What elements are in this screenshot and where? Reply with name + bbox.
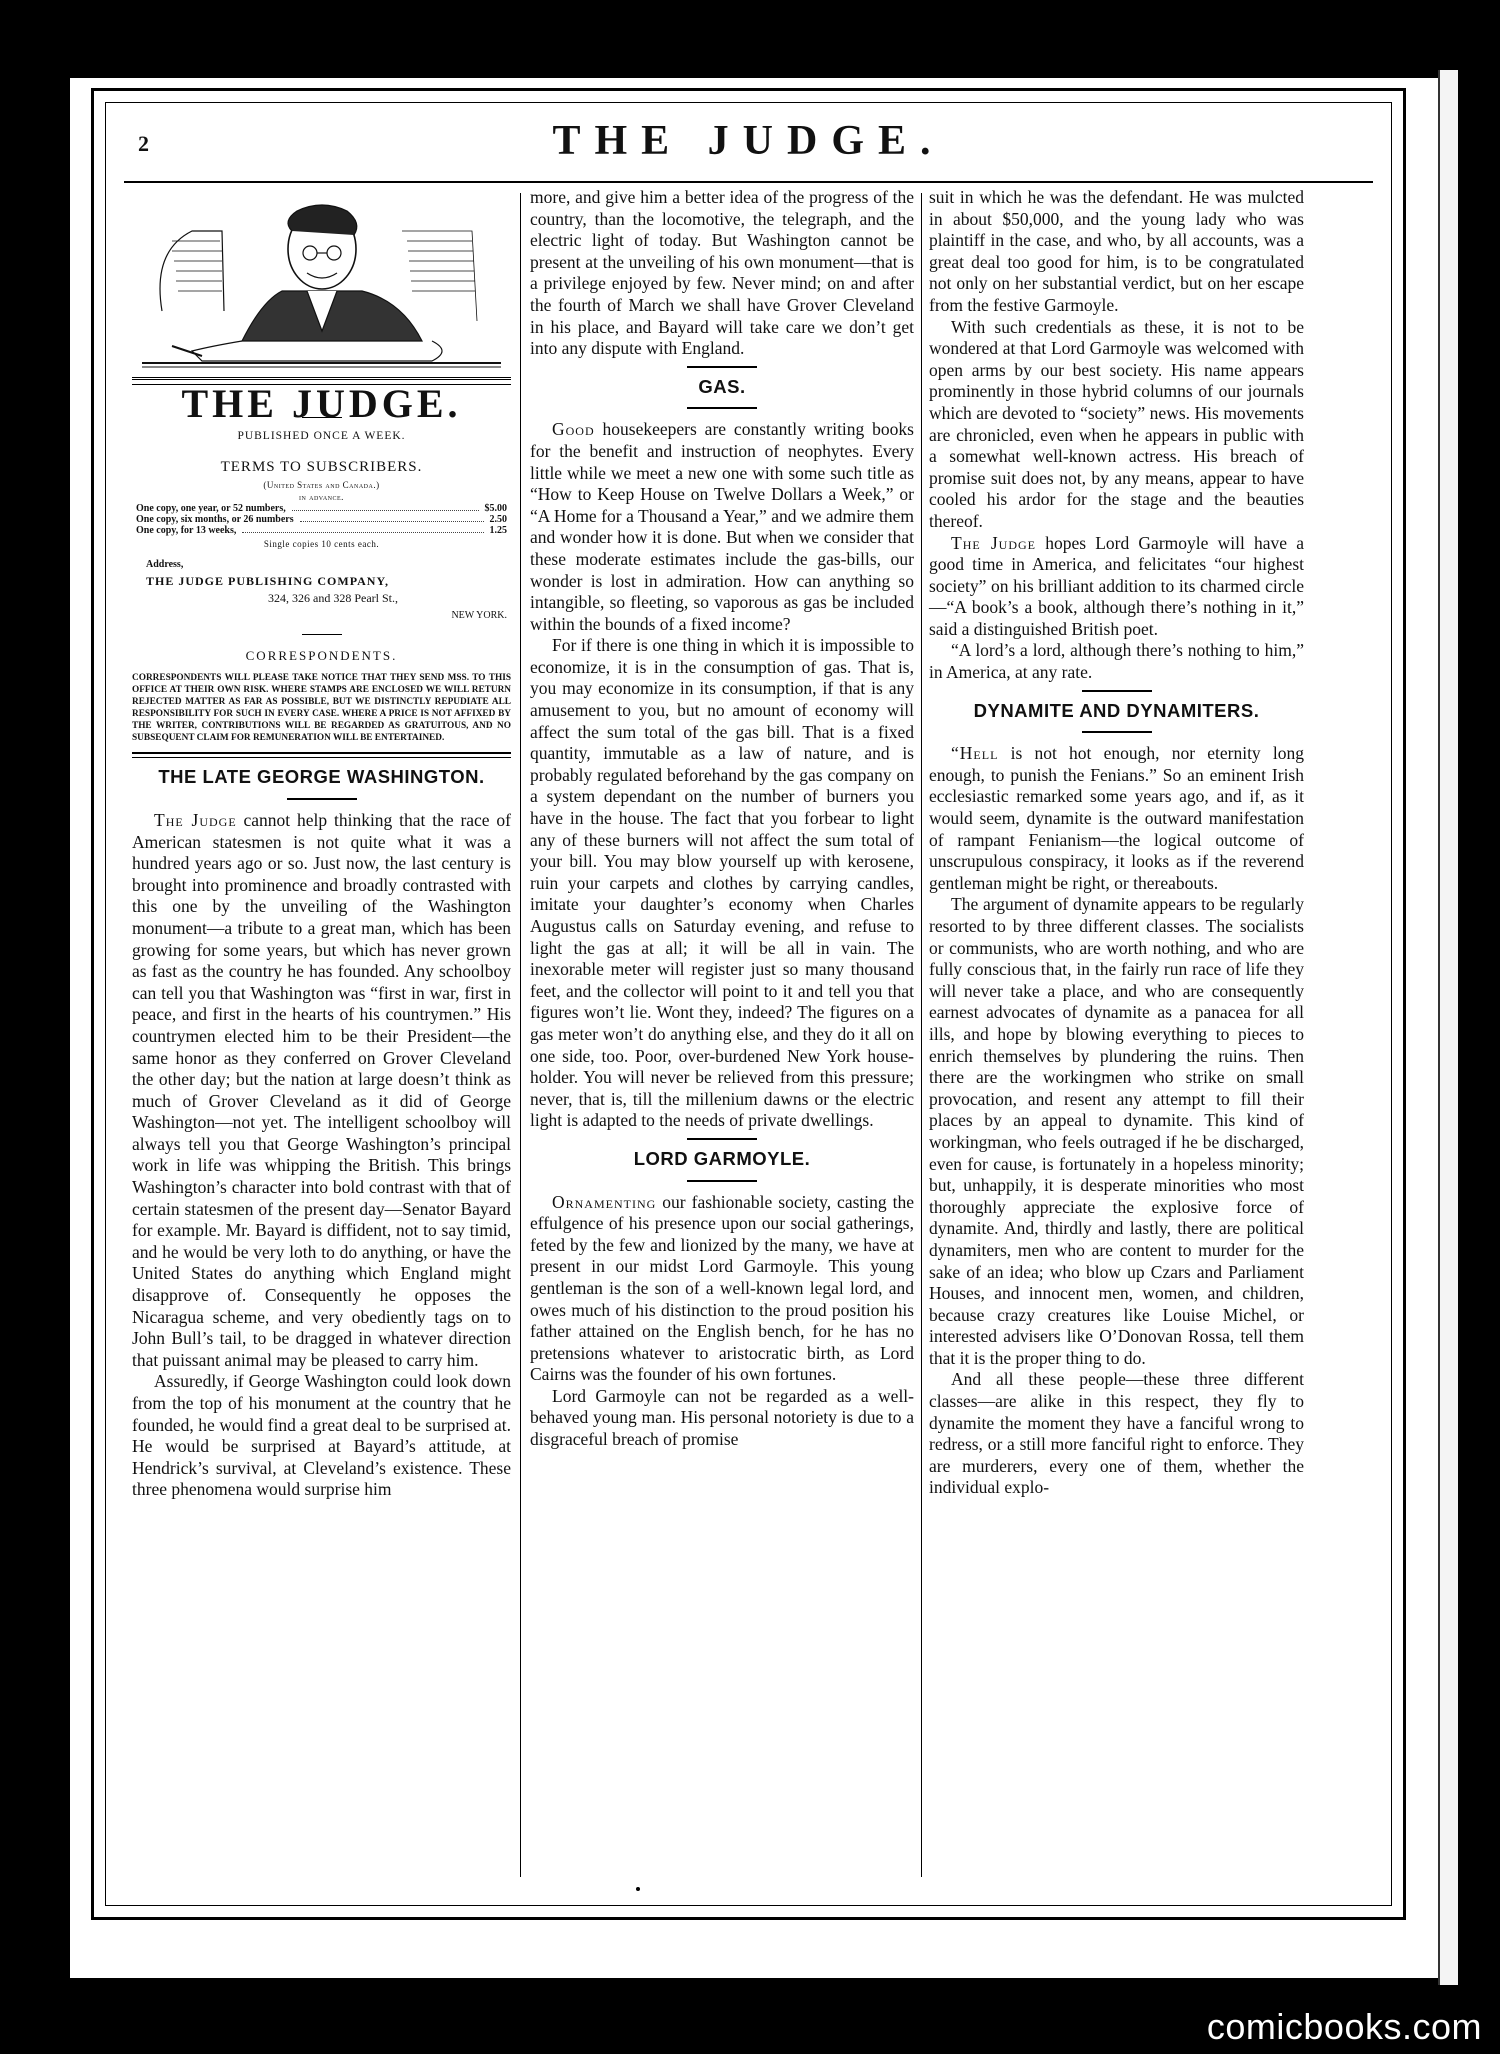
masthead-title: THE JUDGE. (181, 381, 462, 426)
article-paragraph (929, 743, 1304, 894)
article-paragraph: more, and give him a better idea of the progress of the country, than the locomotive, the telegraph, and the electric light of today. But Washington cannot be present at the unveiling of his own monument—that is a privilege enjoyed by few. Never mind; on and after the fourth of March we shall have Grover Cleveland in his place, and Bayard will take care we don’t get into any dispute with England. (530, 187, 914, 359)
article-paragraph: And all these people—these three different classes—are alike in this respect, they fly to dynamite the moment they have a fanciful wrong to redress, or a still more fanciful right to enforce. They are murderers, every one of them, whether the individual explo- (929, 1369, 1304, 1498)
article-heading: THE LATE GEORGE WASHINGTON. (158, 766, 485, 788)
paragraph-text: cannot help thinking that the race of American statesmen is not quite what it was a hundred years ago or so. Just now, the last century is brought into prominence and broadly contrasted with this one by the unveiling of the Washington monument—a tribute to a great man, which has been growing for some years, but which has never grown as fast as the country he has founded. Any schoolboy can tell you that Washington was “first in war, first in peace, and first in the hearts of his countrymen.” His countrymen elected him to be their President—the same honor as they conferred on Grover Cleveland the other day; but the nation at large doesn’t think as much of Grover Cleveland as it did of George Washington—not yet. The intelligent schoolboy will always tell you that George Washington’s principal work in life was whipping the British. This brings Washington’s character into bold contrast with that of certain statesmen of the present day—Senator Bayard for example. Mr. Bayard is diffident, not to say timid, and he would be very loth to do anything, or have the United States do anything which England might disapprove of. Consequently he opposes the Nicaragua scheme, and very obediently tags on to John Bull’s tail, to be dragged in whatever direction that puissant animal may be pleased to carry him. (132, 809, 511, 1370)
article-paragraph: With such credentials as these, it is not to be wondered at that Lord Garmoyle was welcomed with open arms by our best society. His name appears prominently in those hybrid columns of our journals which are devoted to “society” news. His movements are chronicled, even when he appears in public with a somewhat well-known actress. His breach of promise suit does not, by any means, appear to have cooled his ardor for the stage and the beauties thereof. (929, 316, 1304, 531)
divider (302, 634, 342, 635)
page-frame-inner (105, 102, 1392, 1906)
published-frequency: PUBLISHED ONCE A WEEK. (237, 429, 406, 442)
article-paragraph (530, 1192, 914, 1386)
watermark: comicbooks.com (1206, 2006, 1482, 2047)
article-paragraph: “A lord’s a lord, although there’s nothing to him,” in America, at any rate. (929, 640, 1304, 683)
publisher-name: THE JUDGE PUBLISHING COMPANY, (146, 573, 390, 588)
terms-advance: in advance. (299, 491, 344, 502)
price-row (132, 503, 511, 514)
divider (287, 798, 357, 800)
article-paragraph: For if there is one thing in which it is impossible to economize, it is in the consumption of gas. That is, you may economize in its consumption, if that is any amusement to you, but no amount of economy will affect the sum total of the gas bill. That is a fixed quantity, immutable as a law of nature, and is probably regulated beforehand by the gas company on a system dependant on the number of burners you have in the house. The fact that you forbear to light any of these burners will not affect the sum total of your bill. You may blow yourself up with kerosene, ruin your carpets and clothes by carrying candles, imitate your daughter’s economy when Charles Augustus calls on Saturday evening, and refuse to light the gas at all; it will be all in vain. The inexorable meter will register just so many thousand feet, and the collector will point to it and tell you that figures won’t lie. Wont they, indeed? The figures on a gas meter won’t do anything else, and they do it all on one side, too. Poor, over-burdened New York house-holder. You will never be relieved from this pressure; never, that is, till the millenium dawns or the electric light is adapted to the needs of private dwellings. (530, 635, 914, 1131)
divider (1082, 690, 1152, 692)
price-label: One copy, for 13 weeks, (136, 524, 237, 536)
terms-region: (United States and Canada.) (263, 479, 380, 490)
section-rule (132, 752, 511, 758)
divider (687, 366, 757, 368)
leader-dots (242, 525, 483, 533)
column-middle (530, 187, 914, 1451)
price-row (132, 525, 511, 536)
lead-words: The Judge (154, 809, 237, 830)
terms-heading: TERMS TO SUBSCRIBERS. (220, 459, 423, 476)
header-rule (124, 181, 1373, 183)
page-number: 2 (138, 131, 149, 156)
article-paragraph: Assuredly, if George Washington could look down from the top of his monument at the country that he founded, he would find a great deal to be surprised at. He would be surprised at Bayard’s attitude, at Hendrick’s survival, at Cleveland’s existence. These three phenomena would surprise him (132, 1371, 511, 1500)
lead-words: “Hell (951, 743, 999, 764)
page-edge (1438, 70, 1458, 1985)
divider (687, 407, 757, 409)
price-label: One copy, one year, or 52 numbers, (136, 502, 286, 514)
page-frame (91, 88, 1406, 1920)
correspondents-heading: CORRESPONDENTS. (245, 647, 398, 663)
divider (1082, 731, 1152, 733)
paragraph-text: housekeepers are constantly writing books for the benefit and instruction of neophytes. Every little while we meet a new one with some such title as “How to Keep House on Twelve Dollars a Week,” or “A Home for a Thousand a Year,” and we admire them and wonder how it is done. But when we consider that these moderate estimates include the gas-bills, our wonder is lost in admiration. How can anything so intangible, so fleeting, so vaporous as gas be included within the bounds of a fixed income? (530, 419, 914, 634)
address-label: Address, (146, 558, 184, 570)
article-paragraph (132, 810, 511, 1371)
leader-dots (292, 503, 479, 511)
column-left (132, 187, 511, 1501)
price-row (132, 514, 511, 525)
page-title: THE JUDGE. (552, 118, 945, 164)
divider (687, 1138, 757, 1140)
lead-words: Good (552, 419, 595, 440)
leader-dots (300, 514, 484, 522)
article-paragraph (929, 533, 1304, 641)
column-divider (520, 193, 521, 1877)
publisher-street: 324, 326 and 328 Pearl St., (268, 590, 398, 605)
lead-words: The Judge (951, 532, 1037, 553)
article-heading: LORD GARMOYLE. (633, 1147, 811, 1169)
correspondents-notice: CORRESPONDENTS WILL PLEASE TAKE NOTICE THAT THEY SEND MSS. TO THIS OFFICE AT THEIR OWN RISK. WHERE STAMPS ARE ENCLOSED WE WILL RETURN REJECTED MATTER AS FAR AS POSSIBLE, BUT WE DISTINCTLY REPUDIATE ALL RESPONSIBILITY FOR SUCH IN EVERY CASE. WHERE A PRICE IS NOT AFFIXED BY THE WRITER, CONTRIBUTIONS WILL BE REGARDED AS GRATUITOUS, AND NO SUBSEQUENT CLAIM FOR REMUNERATION WILL BE ENTERTAINED. (132, 673, 511, 744)
column-right (929, 187, 1304, 1499)
paragraph-text: hopes Lord Garmoyle will have a good time in America, and felicitates “our highest society” on his brilliant addition to its charmed circle—“A book’s a book, although there’s nothing in it,” said a distinguished British poet. (929, 532, 1304, 639)
article-paragraph (530, 419, 914, 635)
paragraph-text: is not hot enough, nor eternity long enough, to punish the Fenians.” So an eminent Irish ecclesiastic remarked some years ago, and if, as it would seem, dynamite is the outward manifestation of rampant Fenianism—the logical outcome of unscrupulous conspiracy, it looks as if the reverend gentleman might be right, or thereabouts. (929, 743, 1304, 893)
article-heading: DYNAMITE AND DYNAMITERS. (973, 699, 1260, 721)
price-value: 2.50 (489, 513, 507, 525)
article-paragraph: Lord Garmoyle can not be regarded as a well-behaved young man. His personal notoriety is due to a disgraceful breach of promise (530, 1385, 914, 1450)
article-heading: GAS. (698, 375, 746, 397)
judge-illustration (132, 191, 511, 371)
price-label: One copy, six months, or 26 numbers (136, 513, 294, 525)
paragraph-text: our fashionable society, casting the effulgence of his presence upon our social gatherings, feted by the few and lionized by the many, we have at present in our midst Lord Garmoyle. This young gentleman is the son of a well-known legal lord, and owes much of his distinction to the proud position his father attained on the English bench, for he has no pretensions whatever to aristocratic birth, as Lord Cairns was the founder of his own fortunes. (530, 1191, 914, 1385)
divider (687, 1180, 757, 1182)
lead-words: Ornamenting (552, 1191, 657, 1212)
single-copy-price: Single copies 10 cents each. (263, 538, 380, 549)
price-value: $5.00 (484, 502, 507, 514)
article-paragraph: suit in which he was the defendant. He was mulcted in about $50,000, and the young lady who was plaintiff in the case, and who, by all accounts, was a great deal too good for him, is to be congratulated not only on her substantial verdict, but on her escape from the festive Garmoyle. (929, 187, 1304, 315)
article-paragraph: The argument of dynamite appears to be regularly resorted to by three different classes. The socialists or communists, who are worth nothing, and who are fully conscious that, in the fairly run race of life they will never take a place, and who are consequently earnest advocates of dynamite as a panacea for all ills, and hope by blowing everything to pieces to enrich themselves by plundering the ruins. Then there are the workingmen who strike on small provocation, and resent any attempt to fill their places by an appeal to dynamite. This kind of workingman, who feels outraged if he be discharged, even for cause, is fortunately in a hopeless minority; but, unhappily, it is desperate minorities who most thoroughly appreciate the explosive force of dynamite. And, thirdly and lastly, there are political dynamiters, men who are content to murder for the sake of an idea; who blow up Czars and Parliament Houses, and innocent men, women, and children, because crazy creatures like Louise Michel, or interested advisers like O’Donovan Rossa, tell them that it is the proper thing to do. (929, 894, 1304, 1368)
publisher-city: NEW YORK. (451, 609, 507, 621)
page-dot (636, 1887, 640, 1891)
price-value: 1.25 (489, 524, 507, 536)
column-divider (921, 193, 922, 1877)
